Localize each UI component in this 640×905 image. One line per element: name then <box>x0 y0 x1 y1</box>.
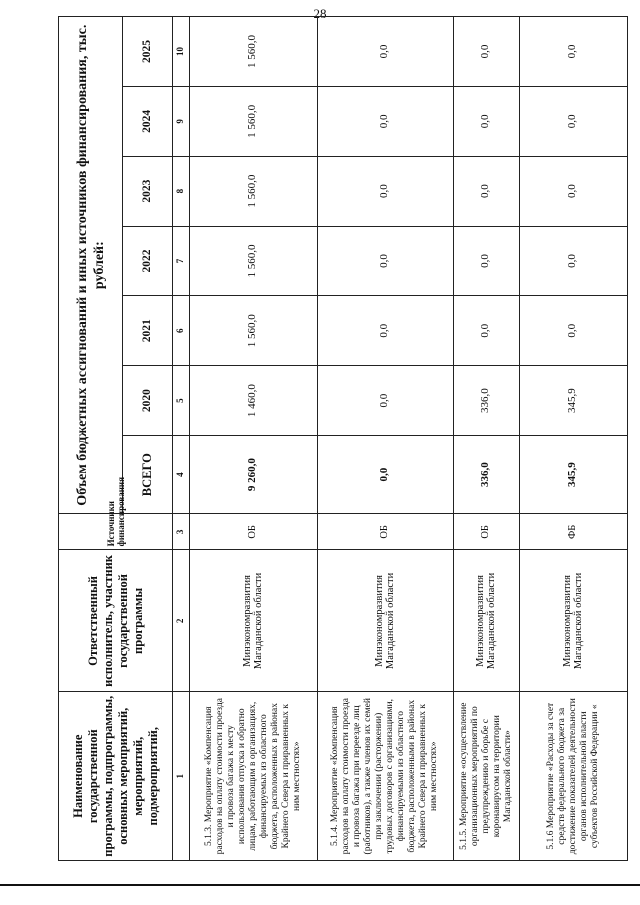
column-number: 5 <box>173 366 190 436</box>
year-value: 1 560,0 <box>189 296 317 366</box>
table-row <box>453 17 519 861</box>
funding-source: ОБ <box>453 514 519 550</box>
year-value: 0,0 <box>317 156 453 226</box>
responsible-executor: Минэкономразвития Магаданской области <box>519 550 627 692</box>
responsible-executor: Минэкономразвития Магаданской области <box>453 550 519 692</box>
year-value: 0,0 <box>453 86 519 156</box>
year-value: 0,0 <box>519 17 627 87</box>
column-number: 3 <box>173 514 190 550</box>
column-number-row <box>173 17 190 861</box>
page-number: 28 <box>313 6 327 21</box>
funding-table <box>58 16 628 861</box>
year-value: 1 460,0 <box>189 366 317 436</box>
year-value: 1 560,0 <box>189 17 317 87</box>
column-number: 10 <box>173 17 190 87</box>
total-value: 345,9 <box>519 436 627 514</box>
year-header: 2022 <box>123 226 173 296</box>
measure-name: 5.1.4. Мероприятие «Компенсация расходов на оплату стоимости проезда и провоза багажа при переезде лиц (работников), а также членов их семей при заключении (расторжении) трудовых договоров с организациями, финансируемыми из областного бюджета, расположенными в районах Крайнего Севера и приравненных к ним местностях» <box>317 692 453 861</box>
year-header: 2024 <box>123 86 173 156</box>
year-value: 0,0 <box>519 156 627 226</box>
year-value: 1 560,0 <box>189 226 317 296</box>
column-number: 9 <box>173 86 190 156</box>
total-value: 9 260,0 <box>189 436 317 514</box>
table-row <box>189 17 317 861</box>
header-row-group <box>59 17 123 861</box>
column-number: 7 <box>173 226 190 296</box>
year-value: 0,0 <box>519 226 627 296</box>
column-number: 2 <box>173 550 190 692</box>
column-number: 4 <box>173 436 190 514</box>
funding-group-header: Объем бюджетных ассигнований и иных источников финансирования, тыс. рублей: <box>59 17 123 514</box>
year-header: 2020 <box>123 366 173 436</box>
measure-name: 5.1.5. Мероприятие «осуществление организационных мероприятий по предупреждению и борьбе с коронавирусом на территории Магаданской области» <box>453 692 519 861</box>
year-value: 0,0 <box>453 156 519 226</box>
year-value: 336,0 <box>453 366 519 436</box>
year-header: 2023 <box>123 156 173 226</box>
year-value: 0,0 <box>317 226 453 296</box>
name-column-header: Наименование государственной программы, подпрограммы, основных мероприятий, мероприятий, подмероприятий, <box>59 692 173 861</box>
responsible-executor: Минэкономразвития Магаданской области <box>189 550 317 692</box>
year-value: 1 560,0 <box>189 156 317 226</box>
page-bottom-rule <box>0 884 640 886</box>
rotated-table-container <box>58 16 624 861</box>
year-header: 2025 <box>123 17 173 87</box>
year-value: 0,0 <box>453 296 519 366</box>
source-column-header: Источники финансирования <box>59 514 173 550</box>
year-value: 0,0 <box>519 296 627 366</box>
year-value: 0,0 <box>317 296 453 366</box>
year-value: 0,0 <box>317 17 453 87</box>
year-value: 0,0 <box>519 86 627 156</box>
year-value: 0,0 <box>453 226 519 296</box>
year-value: 1 560,0 <box>189 86 317 156</box>
rotated-table-frame <box>58 16 624 861</box>
table-row <box>317 17 453 861</box>
year-value: 0,0 <box>317 366 453 436</box>
responsible-column-header: Ответственный исполнитель, участник государственной программы <box>59 550 173 692</box>
funding-source: ФБ <box>519 514 627 550</box>
table-row <box>519 17 627 861</box>
column-number: 6 <box>173 296 190 366</box>
funding-source: ОБ <box>189 514 317 550</box>
measure-name: 5.1.6 Мероприятие «Расходы за счет средств федерального бюджета за достижение показателей деятельности органов исполнительной власти субъектов Российской Федерации « <box>519 692 627 861</box>
total-value: 0,0 <box>317 436 453 514</box>
total-value: 336,0 <box>453 436 519 514</box>
funding-source: ОБ <box>317 514 453 550</box>
year-value: 345,9 <box>519 366 627 436</box>
year-value: 0,0 <box>453 17 519 87</box>
column-number: 8 <box>173 156 190 226</box>
year-header: 2021 <box>123 296 173 366</box>
measure-name: 5.1.3. Мероприятие «Компенсация расходов на оплату стоимости проезда и провоза багажа к месту использования отпуска и обратно лицам, работающим в организациях, финансируемых из областного бюджета, расположенных в районах Крайнего Севера и приравненных к ним местностях» <box>189 692 317 861</box>
total-column-header: ВСЕГО <box>123 436 173 514</box>
column-number: 1 <box>173 692 190 861</box>
responsible-executor: Минэкономразвития Магаданской области <box>317 550 453 692</box>
year-value: 0,0 <box>317 86 453 156</box>
